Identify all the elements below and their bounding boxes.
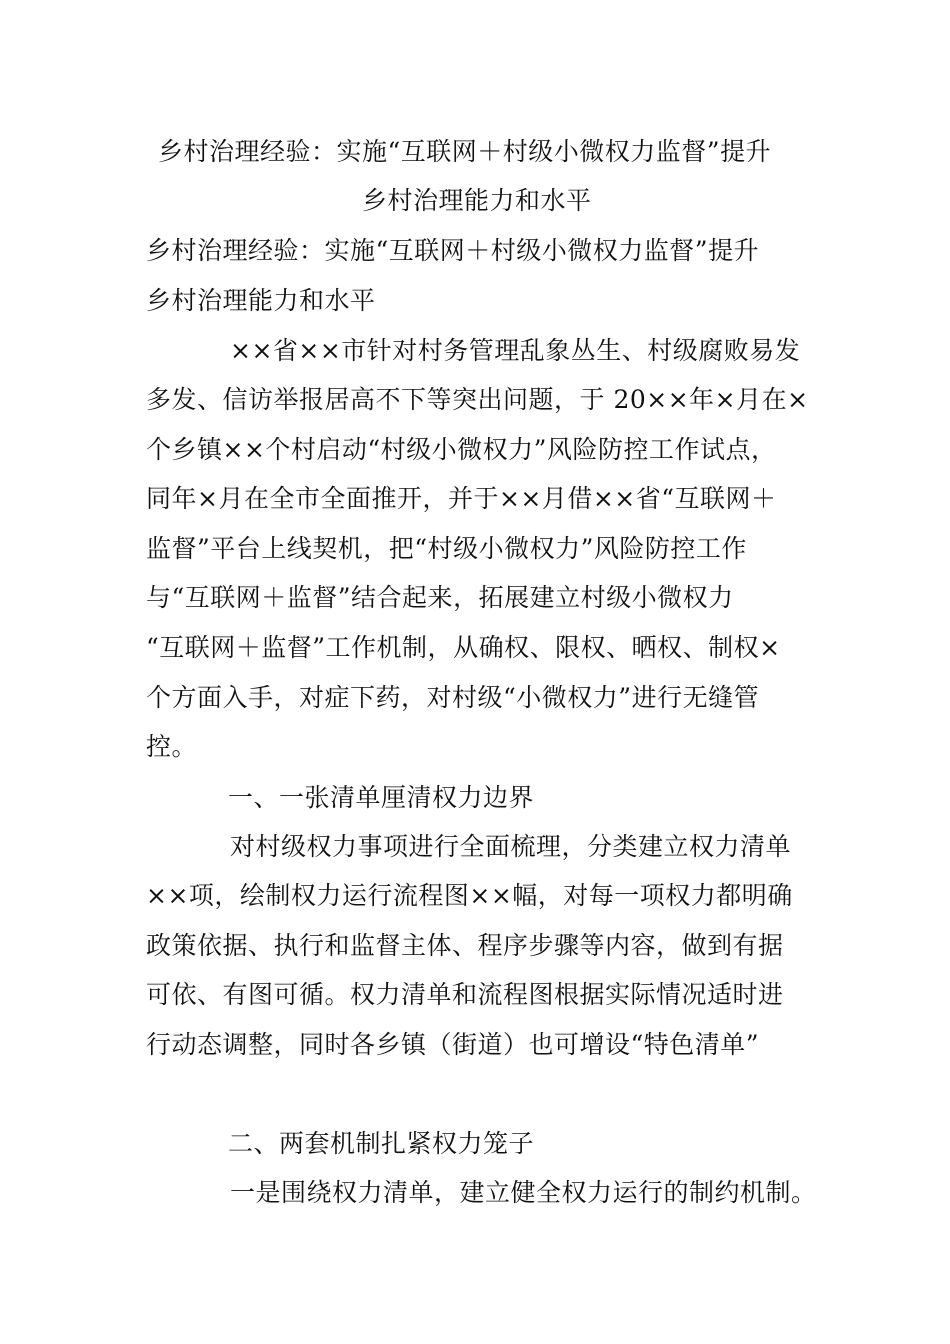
intro-paragraph-line: 监督”平台上线契机，把“村级小微权力”风险防控工作: [146, 534, 747, 563]
document-title-line-2: 乡村治理能力和水平: [362, 186, 592, 215]
document-title-line-1: 乡村治理经验：实施“互联网＋村级小微权力监督”提升: [158, 137, 772, 166]
intro-paragraph-line: ××省××市针对村务管理乱象丛生、村级腐败易发: [230, 336, 801, 365]
section-1-paragraph-line: ××项，绘制权力运行流程图××幅，对每一项权力都明确: [146, 881, 793, 910]
intro-paragraph-line: 控。: [146, 732, 198, 761]
intro-paragraph-line: 同年×月在全市全面推开，并于××月借××省“互联网＋: [146, 484, 777, 513]
section-2-paragraph-line: 一是围绕权力清单，建立健全权力运行的制约机制。: [230, 1178, 817, 1207]
intro-paragraph-line: 个乡镇××个村启动“村级小微权力”风险防控工作试点，: [146, 435, 777, 464]
intro-paragraph-line: 与“互联网＋监督”结合起来，拓展建立村级小微权力: [146, 583, 734, 612]
repeated-title-line-2: 乡村治理能力和水平: [146, 286, 376, 315]
section-1-paragraph-line: 行动态调整，同时各乡镇（街道）也可增设“特色清单”: [146, 1030, 760, 1059]
intro-paragraph-line: “互联网＋监督”工作机制，从确权、限权、晒权、制权×: [146, 633, 781, 662]
intro-paragraph-line: 个方面入手，对症下药，对村级“小微权力”进行无缝管: [146, 683, 760, 712]
section-1-paragraph-line: 可依、有图可循。权力清单和流程图根据实际情况适时进: [146, 980, 784, 1009]
repeated-title-line-1: 乡村治理经验：实施“互联网＋村级小微权力监督”提升: [146, 236, 760, 265]
section-2-heading: 二、两套机制扎紧权力笼子: [228, 1129, 535, 1158]
section-1-heading: 一、一张清单厘清权力边界: [228, 783, 535, 812]
section-1-paragraph-line: 对村级权力事项进行全面梳理，分类建立权力清单: [230, 832, 792, 861]
section-1-paragraph-line: 政策依据、执行和监督主体、程序步骤等内容，做到有据: [146, 931, 784, 960]
intro-paragraph-line: 多发、信访举报居高不下等突出问题，于 20××年×月在×: [146, 385, 809, 414]
